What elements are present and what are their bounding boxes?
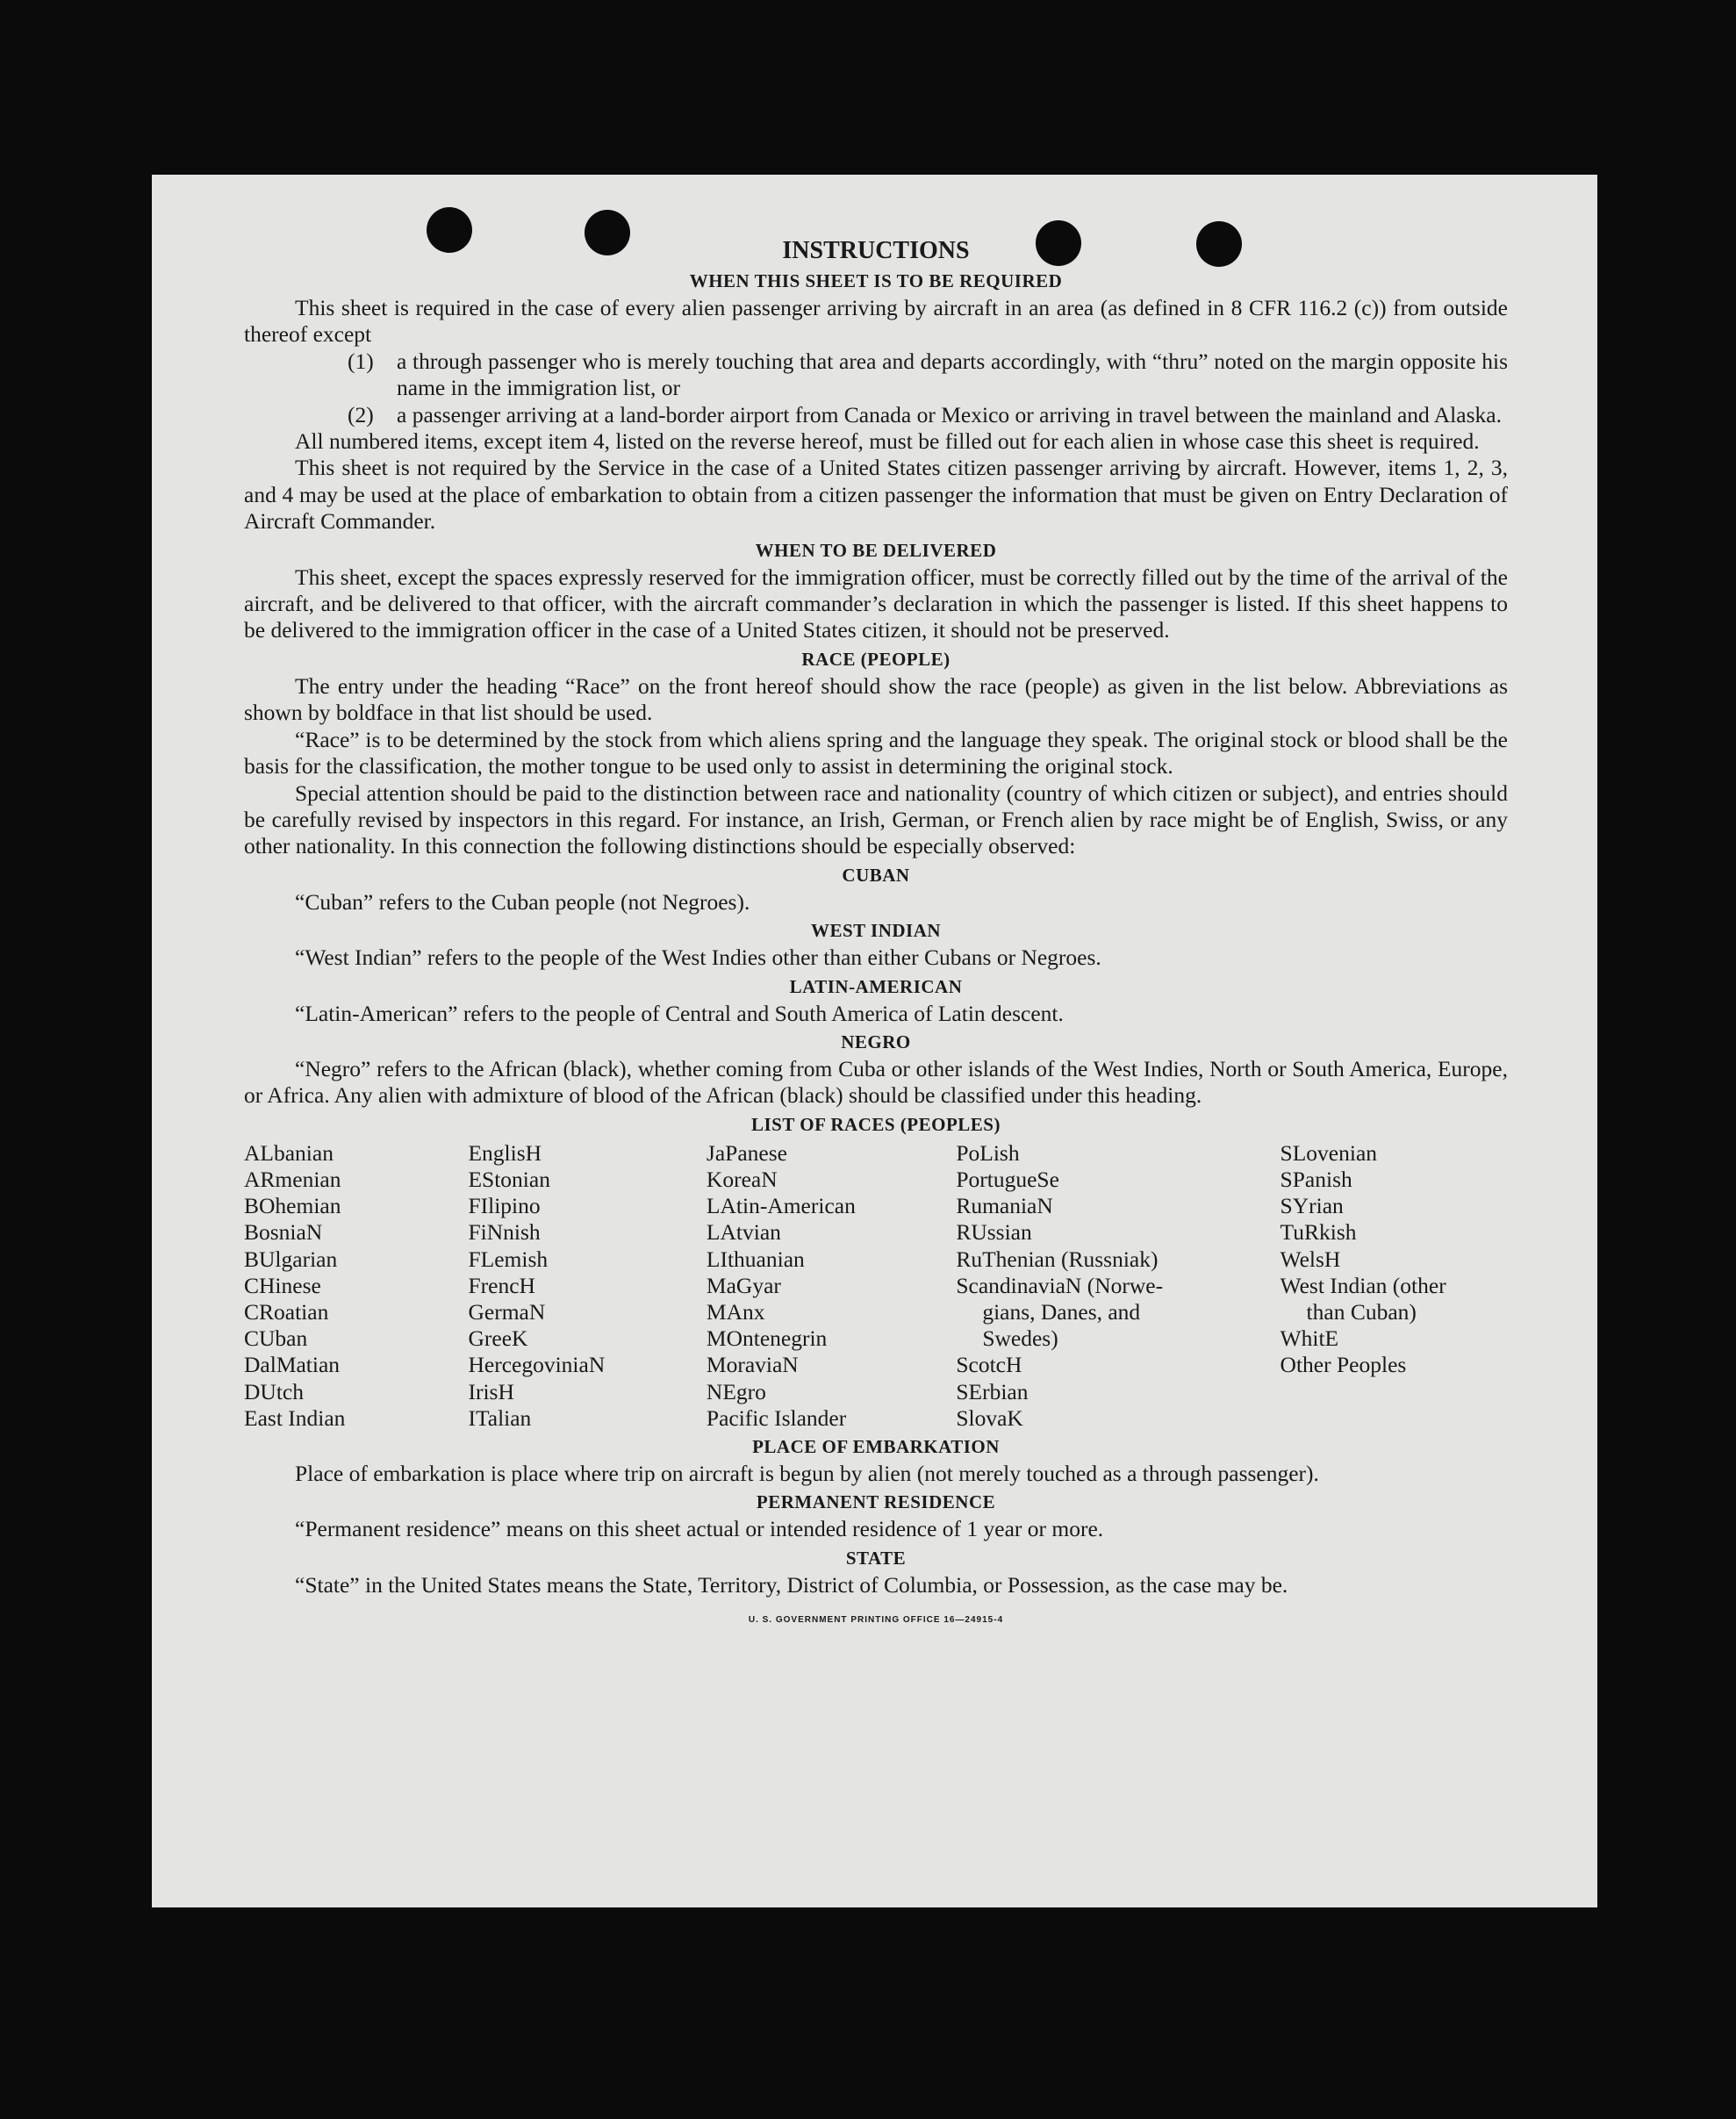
race-entry: MAnx [706, 1298, 765, 1325]
race-column [468, 1140, 706, 1432]
section-heading: CUBAN [842, 864, 910, 886]
item-number: (1) [348, 348, 374, 374]
paragraph: “Latin-American” refers to the people of Central and South America of Latin descent. [295, 1000, 1064, 1026]
race-entry: gians, Danes, and [982, 1298, 1141, 1325]
race-entry: MaGyar [706, 1272, 781, 1298]
paragraph: “Race” is to be determined by the stock from which aliens spring and the language they speak. The original stock or blood shall be the basis for the classification, the mother tongue to be used only to assist in determining the original stock. [244, 726, 1508, 779]
race-entry: EnglisH [468, 1139, 542, 1166]
race-entry: SLovenian [1280, 1139, 1378, 1166]
race-entry: BosniaN [244, 1219, 323, 1246]
item-number: (2) [348, 401, 374, 427]
race-entry: RuThenian (Russniak) [956, 1246, 1159, 1272]
race-entry: LAtin-American [706, 1193, 856, 1219]
paragraph: Place of embarkation is place where trip on aircraft is begun by alien (not merely touched as a through passenger). [295, 1460, 1319, 1486]
page-title: INSTRUCTIONS [782, 237, 970, 264]
paragraph: This sheet is required in the case of every alien passenger arriving by aircraft in an area (as defined in 8 CFR 116.2 (c)) from outside thereof except [244, 295, 1508, 348]
race-entry: FLemish [468, 1246, 549, 1272]
paragraph: The entry under the heading “Race” on the front hereof should show the race (people) as given in the list below. Abbreviations as shown by boldface in that list should be used. [244, 672, 1508, 726]
race-entry: than Cuban) [1306, 1298, 1417, 1325]
race-entry: IrisH [468, 1378, 514, 1404]
paragraph: This sheet, except the spaces expressly reserved for the immigration officer, must be correctly filled out by the time of the arrival of the aircraft, and be delivered to that officer, with the aircraft commander’s declaration in which the passenger is listed. If this sheet happens to be delivered to the immigration officer in the case of a United States citizen, it should not be preserved. [244, 564, 1508, 643]
race-entry: CRoatian [244, 1298, 329, 1325]
race-entry: TuRkish [1280, 1219, 1357, 1246]
section-heading: WHEN THIS SHEET IS TO BE REQUIRED [689, 270, 1063, 291]
race-entry: LAtvian [706, 1219, 781, 1246]
race-entry: NEgro [706, 1378, 766, 1404]
race-entry: Other Peoples [1280, 1352, 1407, 1378]
race-entry: ScotcH [956, 1352, 1022, 1378]
race-entry: East Indian [244, 1404, 346, 1431]
race-column [1280, 1140, 1508, 1432]
race-entry: ALbanian [244, 1139, 334, 1166]
race-column [956, 1140, 1280, 1432]
race-entry: CHinese [244, 1272, 321, 1298]
race-entry: Pacific Islander [706, 1404, 847, 1431]
section-heading: WEST INDIAN [810, 920, 942, 942]
race-entry: DUtch [244, 1378, 304, 1404]
section-heading: STATE [845, 1547, 907, 1569]
printer-imprint: U. S. GOVERNMENT PRINTING OFFICE 16—24915-4 [748, 1615, 1004, 1626]
section-heading: PERMANENT RESIDENCE [756, 1491, 996, 1513]
race-entry: MOntenegrin [706, 1325, 828, 1352]
section-heading: LIST OF RACES (PEOPLES) [751, 1113, 1001, 1135]
race-entry: MoraviaN [706, 1352, 799, 1378]
paragraph: This sheet is not required by the Service in the case of a United States citizen passenger arriving by aircraft. However, items 1, 2, 3, and 4 may be used at the place of embarkation to obtain from a citizen passenger the information that must be given on Entry Declaration of Aircraft Commander. [244, 455, 1508, 535]
race-entry: LIthuanian [706, 1246, 805, 1272]
race-entry: West Indian (other [1280, 1272, 1446, 1298]
race-entry: EStonian [468, 1166, 550, 1192]
race-entry: SErbian [956, 1378, 1029, 1404]
race-entry: BOhemian [244, 1193, 341, 1219]
section-heading: NEGRO [841, 1031, 911, 1052]
list-item [348, 348, 1508, 402]
race-entry: BUlgarian [244, 1246, 338, 1272]
paragraph: Special attention should be paid to the distinction between race and nationality (country of which citizen or subject), and entries should be carefully revised by inspectors in this regard. For instance, an Irish, German, or French alien by race might be of English, Swiss, or any other nationality. In this connection the following distinctions should be especially observed: [244, 779, 1508, 859]
race-entry: PoLish [956, 1139, 1020, 1166]
race-entry: FIlipino [468, 1193, 541, 1219]
race-entry: WhitE [1280, 1325, 1339, 1352]
race-entry: FiNnish [468, 1219, 541, 1246]
race-entry: GreeK [468, 1325, 528, 1352]
paragraph: “Cuban” refers to the Cuban people (not Negroes). [295, 888, 750, 915]
paragraph: “Permanent residence” means on this sheet actual or intended residence of 1 year or more. [295, 1516, 1104, 1542]
race-entry: ARmenian [244, 1166, 341, 1192]
race-entry: ScandinaviaN (Norwe- [956, 1272, 1164, 1298]
race-entry: HercegoviniaN [468, 1352, 606, 1378]
race-entry: DalMatian [244, 1352, 341, 1378]
race-column [244, 1140, 468, 1432]
race-entry: SPanish [1280, 1166, 1352, 1192]
race-column [707, 1140, 956, 1432]
list-item [348, 402, 1508, 428]
race-entry: KoreaN [706, 1166, 778, 1192]
item-text: a passenger arriving at a land-border airport from Canada or Mexico or arriving in travel between the mainland and Alaska. [397, 401, 1502, 427]
paragraph: “Negro” refers to the African (black), whether coming from Cuba or other islands of the West Indies, North or South America, Europe, or Africa. Any alien with admixture of blood of the African (black) should be classified under this heading. [244, 1055, 1508, 1109]
race-entry: GermaN [468, 1298, 546, 1325]
section-heading: LATIN-AMERICAN [789, 975, 963, 997]
section-heading: WHEN TO BE DELIVERED [755, 539, 997, 561]
race-entry: ITalian [468, 1404, 532, 1431]
race-entry: SYrian [1280, 1193, 1344, 1219]
paragraph: All numbered items, except item 4, listed on the reverse hereof, must be filled out for each alien in whose case this sheet is required. [295, 428, 1480, 455]
race-list [244, 1140, 1508, 1432]
section-heading: RACE (PEOPLE) [801, 648, 950, 670]
race-entry: RUssian [956, 1219, 1032, 1246]
race-entry: PortugueSe [956, 1166, 1059, 1192]
race-entry: WelsH [1280, 1246, 1341, 1272]
paragraph: “State” in the United States means the State, Territory, District of Columbia, or Possession, as the case may be. [295, 1571, 1288, 1598]
section-heading: PLACE OF EMBARKATION [752, 1435, 1000, 1457]
race-entry: RumaniaN [956, 1193, 1053, 1219]
race-entry: Swedes) [982, 1325, 1058, 1352]
paragraph: “West Indian” refers to the people of the West Indies other than either Cubans or Negroes. [295, 945, 1101, 971]
race-entry: FrencH [468, 1272, 535, 1298]
race-entry: CUban [244, 1325, 308, 1352]
item-text: a through passenger who is merely touching that area and departs accordingly, with “thru” noted on the margin opposite his name in the immigration list, or [397, 348, 1508, 401]
document-body [244, 236, 1508, 1634]
race-entry: SlovaK [956, 1404, 1023, 1431]
race-entry: JaPanese [706, 1139, 787, 1166]
instruction-sheet [152, 175, 1597, 1907]
